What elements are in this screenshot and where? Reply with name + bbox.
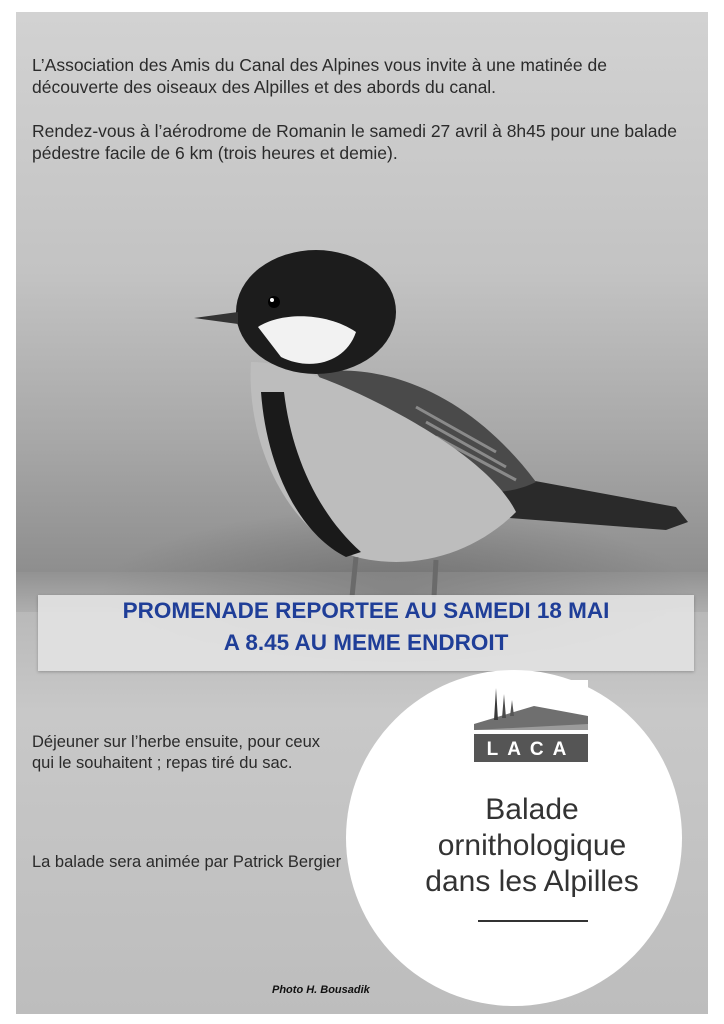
title-line: dans les Alpilles [425,865,639,898]
banner-line: A 8.45 AU MEME ENDROIT [223,630,509,655]
cypress-landscape-logo-icon [474,680,588,762]
photo-credit: Photo H. Bousadik [272,984,370,996]
meeting-paragraph: Rendez-vous à l’aérodrome de Romanin le samedi 27 avril à 8h45 pour une balade pédestre facile de 6 km (trois heures et demie). [32,121,677,163]
title-divider [478,920,588,922]
intro-paragraph: L’Association des Amis du Canal des Alpines vous invite à une matinée de découverte des oiseaux des Alpilles et des abords du canal. [32,55,607,97]
title-line: ornithologique [437,829,627,862]
lunch-text: Déjeuner sur l’herbe ensuite, pour ceux qui le souhaitent ; repas tiré du sac. [32,733,321,772]
postponed-banner [38,595,694,671]
intro-text [32,54,692,186]
banner-line: PROMENADE REPORTEE AU SAMEDI 18 MAI [122,598,610,623]
title-line: Balade [485,793,579,826]
poster [16,12,708,1014]
guide-text: La balade sera animée par Patrick Bergier [32,853,342,871]
logo-text: LACA [486,739,576,760]
event-title [382,792,682,900]
